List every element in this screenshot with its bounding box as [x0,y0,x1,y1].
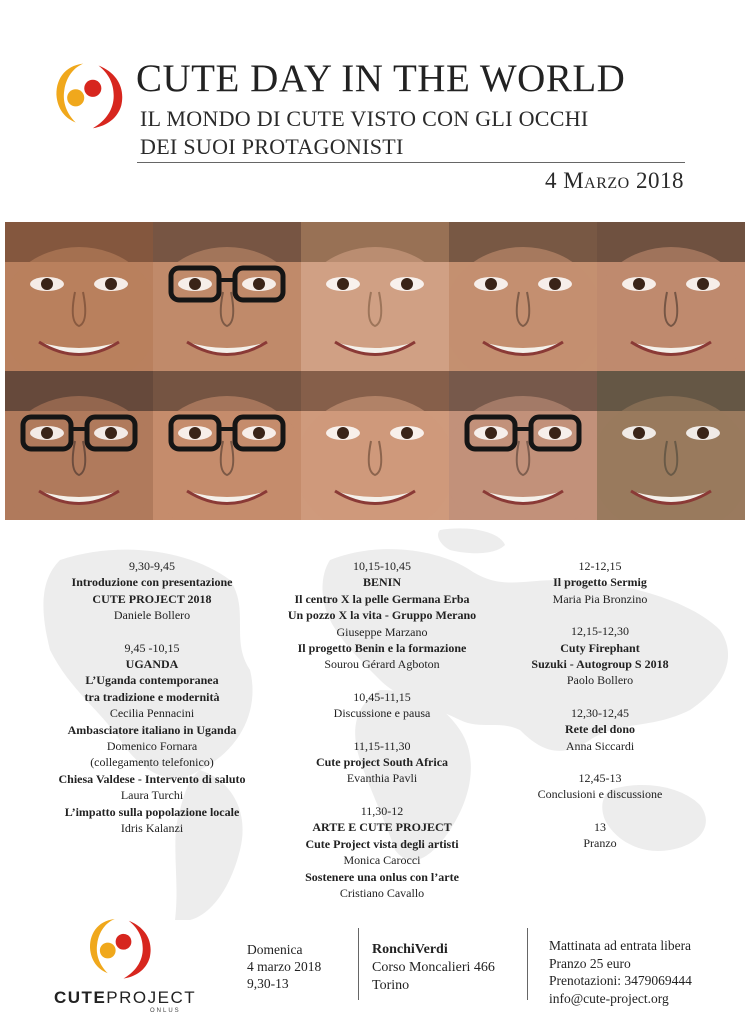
header-divider [137,162,685,163]
program-title: Suzuki - Autogroup S 2018 [531,657,669,672]
program-title: Chiesa Valdese - Intervento di saluto [58,771,246,786]
program-title: Cute Project vista degli artisti [305,836,459,851]
footer-entry-info: Mattinata ad entrata libera [549,938,692,953]
program-speaker: Cristiano Cavallo [339,885,425,900]
program-time: 10,45-11,15 [353,689,411,704]
face-photo [597,371,745,520]
program-spacer [282,722,482,738]
program-title: Sostenere una onlus con l’arte [305,869,459,884]
brand-wordmark [54,988,196,1008]
program-speaker: Pranzo [583,836,617,851]
footer-email: info@cute-project.org [549,990,669,1006]
program-speaker: Maria Pia Bronzino [552,591,648,606]
program-spacer [282,787,482,803]
footer-where [372,941,495,995]
faces-photo-grid [5,222,745,520]
program-title: Il centro X la pelle Germana Erba [294,591,470,606]
program-speaker: Sourou Gérard Agboton [324,657,440,672]
program-spacer [282,673,482,689]
program-speaker: Monica Carocci [343,853,421,868]
face-photo [597,222,745,371]
face-photo [301,371,449,520]
footer-booking-phone: Prenotazioni: 3479069444 [549,973,692,988]
footer-when [247,941,321,992]
brand-bold: CUTE [54,988,107,1007]
event-date: 4 Marzo 2018 [544,168,684,193]
program-title: L’impatto sulla popolazione locale [64,804,240,819]
footer-divider-1 [358,928,359,1000]
face-photo [153,222,301,371]
footer-time: 9,30-13 [247,976,289,991]
program-speaker: (collegamento telefonico) [90,755,214,770]
program-column-2 [282,558,482,901]
program-title: ARTE E CUTE PROJECT [312,820,452,835]
program-spacer [48,624,256,640]
face-photo [5,371,153,520]
program-time: 11,30-12 [360,803,404,818]
face-photo [449,222,597,371]
face-photo [153,371,301,520]
program-speaker: Evanthia Pavli [346,771,418,786]
program-time: 9,30-9,45 [129,559,175,573]
footer-info [549,937,692,1007]
event-title: CUTE DAY IN THE WORLD [136,57,626,100]
face-photo [449,371,597,520]
program-title: Rete del dono [565,722,635,737]
program-column-3 [510,558,690,852]
program-title: Cuty Firephant [560,640,640,655]
program-title: CUTE PROJECT 2018 [92,591,212,606]
program-time: 13 [594,819,606,834]
footer-day: Domenica [247,942,303,957]
program-time: 12,15-12,30 [571,624,629,639]
header [0,0,750,222]
footer-lunch-price: Pranzo 25 euro [549,955,631,971]
program-title: tra tradizione e modernità [84,689,220,704]
program-title: L’Uganda contemporanea [85,673,219,688]
program-column-1 [48,558,256,837]
program-title: UGANDA [125,657,179,672]
program-speaker: Cecilia Pennacini [109,706,195,721]
footer-venue-address: Corso Moncalieri 466 [372,960,495,975]
program-spacer [510,754,690,770]
footer-venue-city: Torino [372,978,410,993]
brand-onlus: ONLUS [150,1008,181,1014]
footer-divider-2 [527,928,528,1000]
program-time: 12,45-13 [578,771,622,786]
footer-date: 4 marzo 2018 [247,959,322,974]
program-speaker: Paolo Bollero [566,673,634,688]
brand-thin: PROJECT [106,988,197,1007]
program-speaker: Domenico Fornara [106,739,198,754]
program-speaker: Anna Siccardi [565,738,635,753]
program-time: 9,45 -10,15 [124,640,180,655]
face-photo [5,222,153,371]
program-title: Il progetto Benin e la formazione [297,641,467,656]
event-subtitle-line2: DEI SUOI PROTAGONISTI [140,134,404,159]
cute-project-logo-icon [84,912,156,982]
program-time: 12,30-12,45 [571,705,629,720]
program-title: Il progetto Sermig [553,575,647,590]
program-title: Un pozzo X la vita - Gruppo Merano [287,608,477,623]
program-speaker: Daniele Bollero [113,608,191,623]
event-subtitle-line1: IL MONDO DI CUTE VISTO CON GLI OCCHI [140,106,589,131]
program-time: 12-12,15 [578,559,622,573]
program-spacer [510,689,690,705]
program-title: Ambasciatore italiano in Uganda [67,722,237,737]
program-spacer [510,803,690,819]
program-spacer [510,607,690,623]
footer-venue-name: RonchiVerdi [372,942,448,957]
program-speaker: Laura Turchi [120,788,184,803]
face-photo [301,222,449,371]
program-speaker: Discussione e pausa [333,706,431,721]
program-speaker: Conclusioni e discussione [537,787,663,802]
program-title: BENIN [362,575,401,590]
program-time: 11,15-11,30 [353,738,411,753]
program-title: Cute project South Africa [315,755,449,770]
program-speaker: Idris Kalanzi [120,821,184,836]
program-title: Introduzione con presentazione [71,575,233,590]
program-speaker: Giuseppe Marzano [336,624,428,639]
program-time: 10,15-10,45 [353,559,411,573]
cute-logo-icon [50,56,128,132]
